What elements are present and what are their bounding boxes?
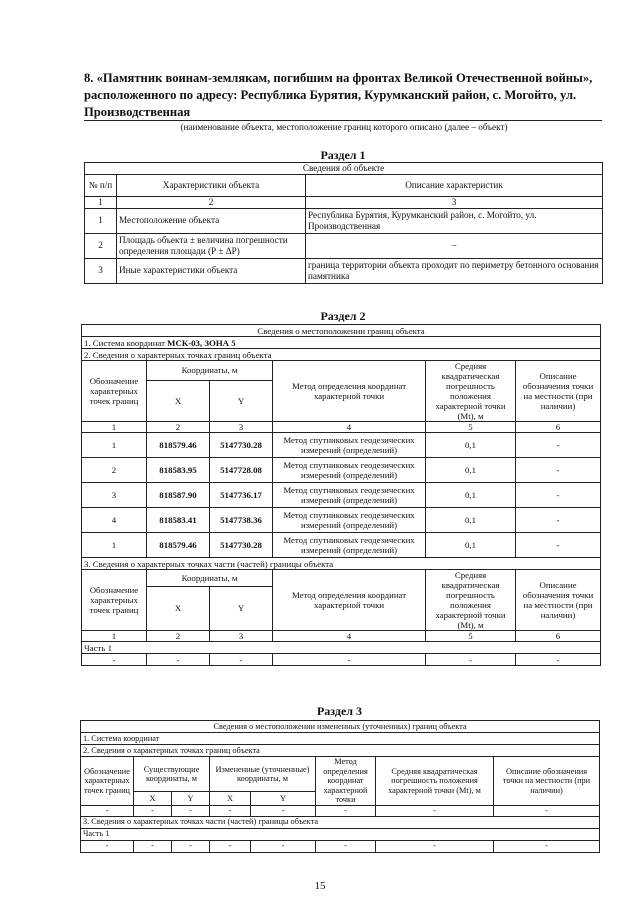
section3-title: Раздел 3 <box>316 704 363 718</box>
point-description: - <box>516 533 601 558</box>
s3-header-x: X <box>210 792 251 805</box>
empty-cell: - <box>82 654 147 666</box>
row-num: 3 <box>85 258 117 283</box>
table-row <box>81 805 600 816</box>
s3-header-y: Y <box>251 792 316 805</box>
point-y: 5147738.36 <box>210 508 273 533</box>
point-id: 4 <box>82 508 147 533</box>
s3-header-accuracy: Средняя квадратическая погрешность положения характерной точки (Mt), м <box>376 757 494 806</box>
section2-title: Раздел 2 <box>320 309 366 323</box>
point-accuracy: 0,1 <box>426 458 516 483</box>
empty-cell: - <box>134 840 172 852</box>
point-accuracy: 0,1 <box>426 533 516 558</box>
coord-system-label: 1. Система координат <box>84 337 165 348</box>
s3-header-changed: Измененные (уточненные) координаты, м <box>210 757 316 792</box>
empty-cell: - <box>316 805 376 816</box>
row-num: 2 <box>85 233 117 258</box>
section3-table <box>80 720 600 853</box>
s3-points-label: 2. Сведения о характерных точках границ объекта <box>81 745 600 757</box>
col-number: 2 <box>147 422 210 433</box>
point-y: 5147730.28 <box>210 433 273 458</box>
col-number: 2 <box>117 197 306 209</box>
s3-header-y: Y <box>172 792 210 805</box>
s3-header-description: Описание обозначения точки на местности (при наличии) <box>494 757 600 806</box>
heading-underline <box>84 120 602 121</box>
point-accuracy: 0,1 <box>426 508 516 533</box>
point-y: 5147730.28 <box>210 533 273 558</box>
table-row <box>82 483 601 508</box>
header-num: № п/п <box>85 175 117 197</box>
parts-header-accuracy: Средняя квадратическая погрешность положения характерной точки (Mt), м <box>426 570 516 631</box>
header-coords: Координаты, м <box>147 361 273 381</box>
header-method: Метод определения координат характерной точки <box>273 361 426 422</box>
point-accuracy: 0,1 <box>426 433 516 458</box>
col-number: 6 <box>516 631 601 642</box>
section2-table-title: Сведения о местоположении границ объекта <box>82 325 601 337</box>
col-number: 3 <box>210 631 273 642</box>
coord-system-row <box>82 337 601 349</box>
point-method: Метод спутниковых геодезических измерений (определений) <box>273 458 426 483</box>
s3-header-designation: Обозначение характерных точек границ <box>81 757 134 806</box>
point-description: - <box>516 433 601 458</box>
section1-title: Раздел 1 <box>320 148 366 162</box>
heading-subnote: (наименование объекта, местоположение границ которого описано (далее – объект) <box>180 122 508 132</box>
header-description: Описание характеристик <box>306 175 603 197</box>
point-x: 818579.46 <box>147 433 210 458</box>
parts-header-coords: Координаты, м <box>147 570 273 587</box>
col-number: 4 <box>273 631 426 642</box>
object-heading: 8. «Памятник воинам-землякам, погибшим на фронтах Великой Отечественной войны», расположенного по адресу: Республика Бурятия, Курумканский район, с. Могойто, ул. Производственная <box>84 71 593 119</box>
col-number: 5 <box>426 631 516 642</box>
point-id: 3 <box>82 483 147 508</box>
parts-label: 3. Сведения о характерных точках части (частей) границы объекта <box>82 558 601 570</box>
row-description: – <box>306 233 603 258</box>
empty-cell: - <box>376 805 494 816</box>
empty-cell: - <box>376 840 494 852</box>
point-x: 818579.46 <box>147 533 210 558</box>
empty-cell: - <box>134 805 172 816</box>
table-row <box>82 433 601 458</box>
point-description: - <box>516 458 601 483</box>
col-number: 3 <box>210 422 273 433</box>
s3-part-label: Часть 1 <box>81 828 600 840</box>
point-description: - <box>516 508 601 533</box>
row-characteristic: Местоположение объекта <box>117 208 306 233</box>
header-x: X <box>147 380 210 421</box>
empty-cell: - <box>516 654 601 666</box>
point-id: 1 <box>82 533 147 558</box>
col-number: 1 <box>82 422 147 433</box>
header-point-description: Описание обозначения точки на местности (при наличии) <box>516 361 601 422</box>
col-number: 4 <box>273 422 426 433</box>
row-characteristic: Площадь объекта ± величина погрешности определения площади (Р ± ΔР) <box>117 233 306 258</box>
table-row <box>82 458 601 483</box>
table-row <box>82 533 601 558</box>
point-y: 5147728.08 <box>210 458 273 483</box>
table-row <box>85 258 603 283</box>
col-number: 1 <box>82 631 147 642</box>
s3-header-existing: Существующие координаты, м <box>134 757 210 792</box>
point-x: 818583.41 <box>147 508 210 533</box>
point-id: 2 <box>82 458 147 483</box>
s3-header-method: Метод определения координат характерной точки <box>316 757 376 806</box>
empty-cell: - <box>81 805 134 816</box>
section1-table <box>84 162 603 284</box>
parts-header-y: Y <box>210 586 273 630</box>
empty-cell: - <box>316 840 376 852</box>
coord-system-value: МСК-03, ЗОНА 5 <box>167 337 236 348</box>
section3-table-title: Сведения о местоположении измененных (уточненных) границ объекта <box>81 721 600 733</box>
point-x: 818583.95 <box>147 458 210 483</box>
empty-cell: - <box>210 840 251 852</box>
row-num: 1 <box>85 208 117 233</box>
table-row <box>85 233 603 258</box>
empty-cell: - <box>147 654 210 666</box>
row-characteristic: Иные характеристики объекта <box>117 258 306 283</box>
empty-cell: - <box>251 840 316 852</box>
header-characteristic: Характеристики объекта <box>117 175 306 197</box>
col-number: 6 <box>516 422 601 433</box>
section1-table-title: Сведения об объекте <box>85 163 603 175</box>
point-id: 1 <box>82 433 147 458</box>
empty-cell: - <box>426 654 516 666</box>
table-row <box>81 840 600 852</box>
parts-header-x: X <box>147 586 210 630</box>
point-method: Метод спутниковых геодезических измерений (определений) <box>273 483 426 508</box>
point-description: - <box>516 483 601 508</box>
empty-cell: - <box>81 840 134 852</box>
header-y: Y <box>210 380 273 421</box>
header-accuracy: Средняя квадратическая погрешность положения характерной точки (Mt), м <box>426 361 516 422</box>
empty-cell: - <box>172 840 210 852</box>
row-description: Республика Бурятия, Курумканский район, с. Могойто, ул. Производственная <box>306 208 603 233</box>
s3-parts-label: 3. Сведения о характерных точках части (частей) границы объекта <box>81 816 600 828</box>
col-number: 5 <box>426 422 516 433</box>
empty-cell: - <box>494 805 600 816</box>
empty-cell: - <box>210 805 251 816</box>
empty-cell: - <box>273 654 426 666</box>
point-accuracy: 0,1 <box>426 483 516 508</box>
row-description: граница территории объекта проходит по периметру бетонного основания памятника <box>306 258 603 283</box>
point-y: 5147736.17 <box>210 483 273 508</box>
col-number: 3 <box>306 197 603 209</box>
table-row <box>82 508 601 533</box>
col-number: 1 <box>85 197 117 209</box>
points-label: 2. Сведения о характерных точках границ объекта <box>82 349 601 361</box>
parts-header-description: Описание обозначения точки на местности (при наличии) <box>516 570 601 631</box>
point-method: Метод спутниковых геодезических измерений (определений) <box>273 533 426 558</box>
parts-header-method: Метод определения координат характерной точки <box>273 570 426 631</box>
point-method: Метод спутниковых геодезических измерений (определений) <box>273 433 426 458</box>
part-label: Часть 1 <box>82 642 601 654</box>
parts-header-designation: Обозначение характерных точек границ <box>82 570 147 631</box>
section2-table <box>81 324 601 666</box>
empty-cell: - <box>210 654 273 666</box>
col-number: 2 <box>147 631 210 642</box>
table-row <box>85 208 603 233</box>
empty-cell: - <box>172 805 210 816</box>
s3-header-x: X <box>134 792 172 805</box>
s3-coord-system-label: 1. Система координат <box>81 733 600 745</box>
table-row <box>82 654 601 666</box>
page-number: 15 <box>314 880 326 892</box>
empty-cell: - <box>251 805 316 816</box>
empty-cell: - <box>494 840 600 852</box>
point-x: 818587.90 <box>147 483 210 508</box>
header-designation: Обозначение характерных точек границ <box>82 361 147 422</box>
point-method: Метод спутниковых геодезических измерений (определений) <box>273 508 426 533</box>
